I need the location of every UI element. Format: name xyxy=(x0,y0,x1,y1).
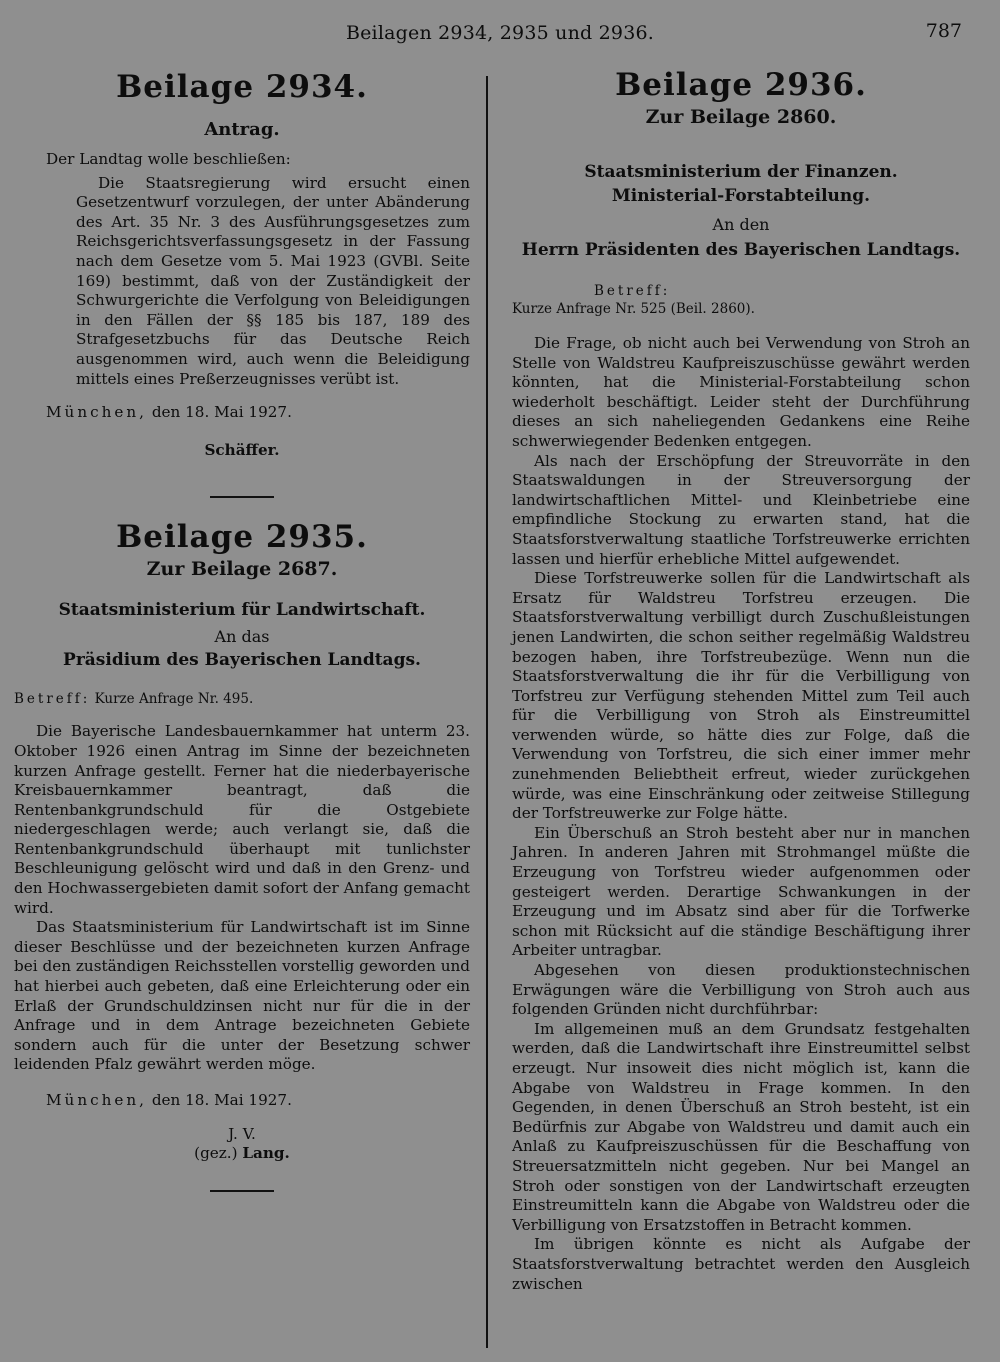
right-column xyxy=(512,62,970,1294)
beilage-2936-address: Herrn Präsidenten des Bayerischen Landtags. xyxy=(521,240,961,260)
beilage-2936-title: Beilage 2936. xyxy=(615,67,867,103)
beilage-2936-para-5: Abgesehen von diesen produktionstechnischen Erwägungen wäre die Verbilligung von Stroh auch aus folgenden Gründen nicht durchführbar: xyxy=(512,961,970,1019)
running-head: Beilagen 2934, 2935 und 2936. xyxy=(345,22,655,44)
left-column xyxy=(14,62,470,1192)
beilage-2934 xyxy=(14,68,470,460)
beilage-2935-date: den 18. Mai 1927. xyxy=(151,1091,292,1109)
beilage-2934-intro: Der Landtag wolle beschließen: xyxy=(46,150,291,168)
section-rule xyxy=(210,496,274,498)
beilage-2935-dateline xyxy=(14,1091,470,1111)
beilage-2936 xyxy=(512,66,970,1294)
beilage-2936-division: Ministerial-Forstabteilung. xyxy=(611,186,871,206)
beilage-2936-para-4: Ein Überschuß an Stroh besteht aber nur in manchen Jahren. In anderen Jahren mit Strohmangel müßte die Erzeugung von Torfstreu wieder aufgenommen oder gesteigert werden. Derartige Schwankungen in der Erzeugung und im Absatz sind aber für die Torfwerke schon mit Rücksicht auf die ständige Beschäftigung ihrer Arbeiter untragbar. xyxy=(512,823,970,960)
beilage-2934-signature: Schäffer. xyxy=(204,440,280,459)
beilage-2935-signature xyxy=(14,1144,470,1164)
beilage-2934-place: München, xyxy=(46,403,147,422)
beilage-2934-subtitle: Antrag. xyxy=(204,119,280,140)
beilage-2935-title: Beilage 2935. xyxy=(116,519,368,556)
beilage-2935 xyxy=(14,518,470,1163)
beilage-2935-iv: J. V. xyxy=(228,1124,256,1143)
beilage-2934-body: Die Staatsregierung wird ersucht einen Gesetzentwurf vorzulegen, der unter Abänderung des Art. 35 Nr. 3 des Ausführungsgesetzes zum Reichsgerichtsverfassungsgesetz in der Fassung nach dem Gesetze vom 5. Mai 1923 (GVBl. Seite 169) bestimmt, daß von der Zuständigkeit der Schwurgerichte die Verfolgung von Beleidigungen in den Fällen der §§ 185 bis 187, 189 des Strafgesetzbuchs für das Deutsche Reich ausgenommen wird, auch wenn die Beleidigung mittels eines Preßerzeugnisses verübt ist. xyxy=(76,173,470,388)
beilage-2935-betreff xyxy=(14,690,470,708)
beilage-2936-address-prefix: An den xyxy=(712,215,770,234)
beilage-2935-ref: Zur Beilage 2687. xyxy=(146,558,338,581)
column-divider xyxy=(486,76,488,1348)
beilage-2936-betreff-text: Kurze Anfrage Nr. 525 (Beil. 2860). xyxy=(512,301,755,317)
section-rule-end xyxy=(210,1190,274,1192)
beilage-2934-date: den 18. Mai 1927. xyxy=(151,403,292,422)
beilage-2934-title: Beilage 2934. xyxy=(116,69,368,105)
beilage-2936-ministry: Staatsministerium der Finanzen. xyxy=(584,162,898,182)
beilage-2936-para-2: Als nach der Erschöpfung der Streuvorräte in den Staatswaldungen in der Streuversorgung der landwirtschaftlichen Mittel- und Kleinbetriebe eine empfindliche Stockung zu erwarten stand, hat die Staatsforstverwaltung staatliche Torfstreuwerke errichten lassen und hierfür erhebliche Mittel aufgewendet. xyxy=(512,451,970,568)
beilage-2936-para-3: Diese Torfstreuwerke sollen für die Landwirtschaft als Ersatz für Waldstreu Torfstreu erzeugen. Die Staatsforstverwaltung verbilligt durch Zuschußleistungen jenen Landwirten, die schon seither regelmäßig Waldstreu bezogen haben, ihre Torfstreubezüge. Wenn nun die Staatsforstverwaltung die ihr für die Verbilligung von Torfstreu zur Verfügung stehenden Mittel zum Teil auch für die Verbilligung von Stroh als Einstreumittel verwenden würde, so hätte dies zur Folge, daß die Verwendung von Torfstreu, die sich einer immer mehr zunehmenden Beliebtheit erfreut, wieder zurückgehen würde, was eine Einschränkung oder zeitweise Stillegung der Torfstreuwerke zur Folge hätte. xyxy=(512,569,970,823)
beilage-2936-para-7: Im übrigen könnte es nicht als Aufgabe der Staatsforstverwaltung betrachtet werden den Ausgleich zwischen xyxy=(512,1235,970,1293)
beilage-2935-para-1: Die Bayerische Landesbauernkammer hat unterm 23. Oktober 1926 einen Antrag im Sinne der bezeichneten kurzen Anfrage gestellt. Ferner hat die niederbayerische Kreisbauernkammer beantragt, daß die Rentenbankgrundschuld für die Ostgebiete niedergeschlagen werde; auch verlangt sie, daß die Rentenbankgrundschuld überhaupt mit tunlichster Beschleunigung gelöscht wird und daß in den Grenz- und den Hochwassergebieten damit sofort der Anfang gemacht wird. xyxy=(14,722,470,917)
page-number: 787 xyxy=(925,20,962,42)
beilage-2936-ref: Zur Beilage 2860. xyxy=(645,106,837,128)
beilage-2936-para-1: Die Frage, ob nicht auch bei Verwendung von Stroh an Stelle von Waldstreu Kaufpreiszuschüsse gewährt werden könnten, hat die Ministerial-Forstabteilung schon wiederholt beschäftigt. Leider steht der Durchführung dieses an sich naheliegenden Gedankens eine Reihe schwerwiegender Bedenken entgegen. xyxy=(512,334,970,450)
beilage-2936-para-6: Im allgemeinen muß an dem Grundsatz festgehalten werden, daß die Landwirtschaft ihre Einstreumittel selbst erzeugt. Nur insoweit dies nicht möglich ist, kann die Abgabe von Waldstreu in Frage kommen. In den Gegenden, in denen Überschuß an Stroh besteht, ist ein Bedürfnis zur Abgabe von Waldstreu und damit auch ein Anlaß zu Kaufpreiszuschüssen für die Beschaffung von Streuersatzmitteln nicht gegeben. Nur bei Mangel an Stroh oder sonstigen von der Landwirtschaft erzeugten Einstreumitteln kann die Abgabe von Waldstreu oder die Verbilligung von Ersatzstoffen in Betracht kommen. xyxy=(512,1019,970,1234)
beilage-2935-ministry: Staatsministerium für Landwirtschaft. xyxy=(58,600,426,621)
beilage-2935-para-2: Das Staatsministerium für Landwirtschaft ist im Sinne dieser Beschlüsse und der bezeichneten kurzen Anfrage bei den zuständigen Reichsstellen vorstellig geworden und hat hierbei auch gebeten, daß eine Erleichterung oder ein Erlaß der Grundschuldzinsen nicht nur für die in der Anfrage und in dem Antrage bezeichneten Gebiete sondern auch für die unter der Besetzung schwer leidenden Pfalz gewährt werden möge. xyxy=(14,918,470,1074)
beilage-2935-address: Präsidium des Bayerischen Landtags. xyxy=(63,650,421,671)
beilage-2935-address-prefix: An das xyxy=(214,627,270,647)
beilage-2934-dateline xyxy=(14,403,470,423)
betreff-label: Betreff: xyxy=(14,691,91,708)
signed-prefix: (gez.) xyxy=(194,1144,238,1163)
beilage-2935-place: München, xyxy=(46,1091,147,1109)
beilage-2936-betreff-label: Betreff: xyxy=(594,283,671,299)
signed-name: Lang. xyxy=(242,1144,290,1163)
betreff-text: Kurze Anfrage Nr. 495. xyxy=(94,691,254,708)
